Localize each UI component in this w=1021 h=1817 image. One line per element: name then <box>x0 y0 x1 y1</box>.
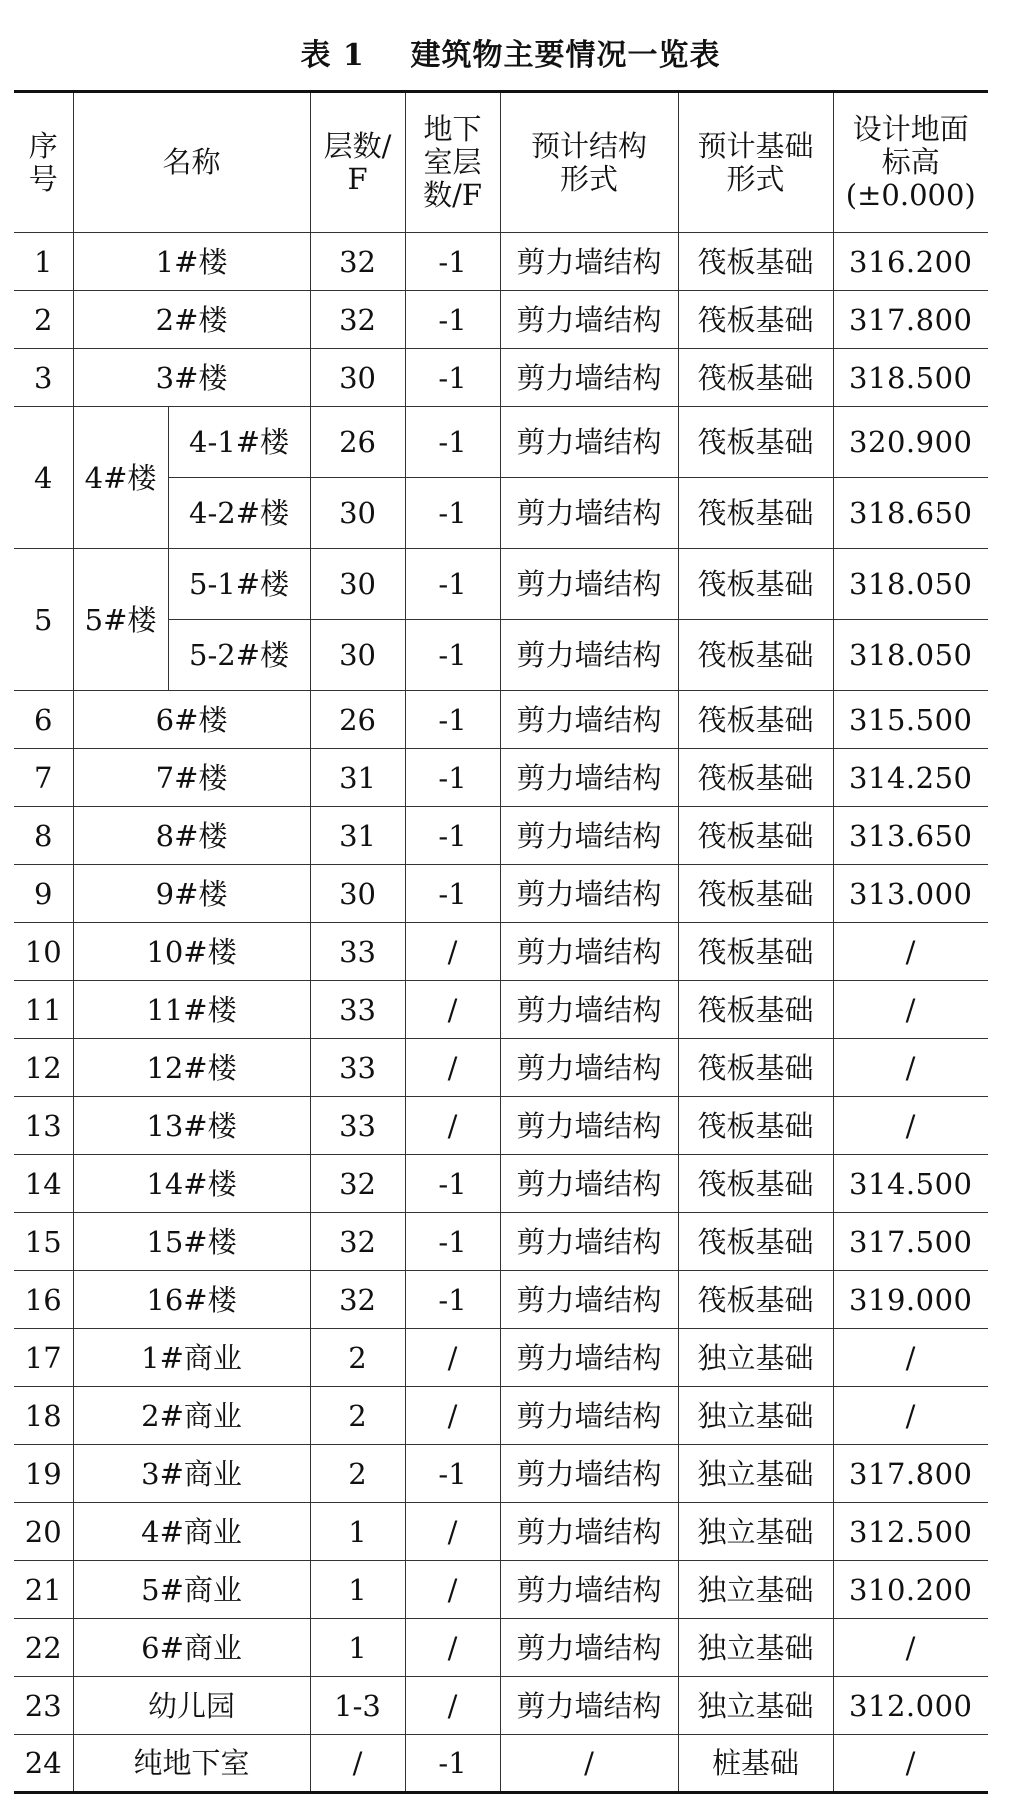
cell-seq: 11 <box>14 981 73 1039</box>
cell-structure: 剪力墙结构 <box>500 291 678 349</box>
cell-basement: -1 <box>405 865 500 923</box>
cell-floors: 32 <box>310 233 405 291</box>
cell-foundation: 独立基础 <box>678 1561 833 1619</box>
cell-elevation: 310.200 <box>833 1561 988 1619</box>
cell-basement: / <box>405 923 500 981</box>
table-row <box>14 981 988 1039</box>
cell-seq: 20 <box>14 1503 73 1561</box>
cell-seq: 17 <box>14 1329 73 1387</box>
cell-name: 6#楼 <box>73 691 310 749</box>
cell-foundation: 筏板基础 <box>678 1213 833 1271</box>
cell-foundation: 筏板基础 <box>678 291 833 349</box>
cell-structure: 剪力墙结构 <box>500 981 678 1039</box>
cell-floors: 32 <box>310 1213 405 1271</box>
table-row <box>14 1677 988 1735</box>
table-row <box>14 1271 988 1329</box>
cell-floors: 26 <box>310 691 405 749</box>
cell-basement: -1 <box>405 807 500 865</box>
cell-foundation: 筏板基础 <box>678 1271 833 1329</box>
header-elevation: 设计地面 标高 (±0.000) <box>833 92 988 233</box>
cell-floors: 33 <box>310 923 405 981</box>
cell-floors: 2 <box>310 1387 405 1445</box>
cell-floors: 33 <box>310 1097 405 1155</box>
cell-structure: 剪力墙结构 <box>500 1387 678 1445</box>
cell-seq: 9 <box>14 865 73 923</box>
cell-foundation: 筏板基础 <box>678 981 833 1039</box>
cell-basement: / <box>405 1619 500 1677</box>
table-row <box>14 1445 988 1503</box>
cell-name: 3#楼 <box>73 349 310 407</box>
cell-name: 纯地下室 <box>73 1735 310 1793</box>
table-row <box>14 1387 988 1445</box>
cell-name: 5#商业 <box>73 1561 310 1619</box>
cell-basement: -1 <box>405 1445 500 1503</box>
table-row <box>14 865 988 923</box>
cell-foundation: 桩基础 <box>678 1735 833 1793</box>
cell-basement: -1 <box>405 620 500 691</box>
table-row <box>14 1155 988 1213</box>
cell-foundation: 筏板基础 <box>678 923 833 981</box>
header-structure: 预计结构 形式 <box>500 92 678 233</box>
table-row <box>14 1619 988 1677</box>
cell-name: 2#商业 <box>73 1387 310 1445</box>
cell-basement: / <box>405 1387 500 1445</box>
table-row <box>14 349 988 407</box>
table-row <box>14 923 988 981</box>
cell-name: 4-2#楼 <box>168 478 310 549</box>
cell-structure: 剪力墙结构 <box>500 1561 678 1619</box>
cell-structure: 剪力墙结构 <box>500 691 678 749</box>
cell-foundation: 筏板基础 <box>678 1155 833 1213</box>
cell-foundation: 独立基础 <box>678 1387 833 1445</box>
cell-foundation: 筏板基础 <box>678 549 833 620</box>
cell-floors: 30 <box>310 349 405 407</box>
cell-basement: / <box>405 981 500 1039</box>
table-row <box>14 1213 988 1271</box>
cell-elevation: 315.500 <box>833 691 988 749</box>
cell-elevation: / <box>833 1329 988 1387</box>
cell-seq: 8 <box>14 807 73 865</box>
cell-foundation: 独立基础 <box>678 1329 833 1387</box>
cell-seq: 19 <box>14 1445 73 1503</box>
cell-basement: / <box>405 1503 500 1561</box>
cell-floors: / <box>310 1735 405 1793</box>
cell-name: 13#楼 <box>73 1097 310 1155</box>
cell-floors: 1 <box>310 1561 405 1619</box>
table-row <box>14 1329 988 1387</box>
cell-foundation: 筏板基础 <box>678 478 833 549</box>
cell-seq: 14 <box>14 1155 73 1213</box>
cell-name: 5-1#楼 <box>168 549 310 620</box>
cell-basement: -1 <box>405 478 500 549</box>
cell-structure: 剪力墙结构 <box>500 233 678 291</box>
table-row <box>14 691 988 749</box>
cell-group-name: 5#楼 <box>73 549 168 691</box>
cell-seq: 24 <box>14 1735 73 1793</box>
cell-structure: 剪力墙结构 <box>500 620 678 691</box>
table-row <box>14 407 988 478</box>
cell-name: 12#楼 <box>73 1039 310 1097</box>
cell-floors: 30 <box>310 865 405 923</box>
cell-structure: 剪力墙结构 <box>500 1213 678 1271</box>
cell-elevation: 316.200 <box>833 233 988 291</box>
cell-basement: -1 <box>405 1155 500 1213</box>
cell-name: 16#楼 <box>73 1271 310 1329</box>
table-row <box>14 1735 988 1793</box>
cell-foundation: 独立基础 <box>678 1619 833 1677</box>
cell-seq: 7 <box>14 749 73 807</box>
cell-elevation: 314.250 <box>833 749 988 807</box>
cell-foundation: 独立基础 <box>678 1677 833 1735</box>
cell-floors: 32 <box>310 1271 405 1329</box>
cell-name: 幼儿园 <box>73 1677 310 1735</box>
cell-seq: 22 <box>14 1619 73 1677</box>
cell-name: 1#商业 <box>73 1329 310 1387</box>
cell-foundation: 独立基础 <box>678 1503 833 1561</box>
cell-elevation: 312.000 <box>833 1677 988 1735</box>
cell-basement: -1 <box>405 233 500 291</box>
cell-basement: -1 <box>405 691 500 749</box>
cell-foundation: 筏板基础 <box>678 1097 833 1155</box>
table-row <box>14 1039 988 1097</box>
cell-foundation: 筏板基础 <box>678 1039 833 1097</box>
cell-foundation: 筏板基础 <box>678 233 833 291</box>
cell-foundation: 独立基础 <box>678 1445 833 1503</box>
cell-floors: 32 <box>310 291 405 349</box>
cell-floors: 2 <box>310 1445 405 1503</box>
cell-foundation: 筏板基础 <box>678 407 833 478</box>
cell-name: 14#楼 <box>73 1155 310 1213</box>
cell-structure: 剪力墙结构 <box>500 407 678 478</box>
cell-floors: 30 <box>310 478 405 549</box>
cell-floors: 32 <box>310 1155 405 1213</box>
cell-floors: 33 <box>310 1039 405 1097</box>
cell-basement: -1 <box>405 1271 500 1329</box>
cell-basement: / <box>405 1329 500 1387</box>
cell-seq: 18 <box>14 1387 73 1445</box>
cell-structure: 剪力墙结构 <box>500 1329 678 1387</box>
cell-name: 4#商业 <box>73 1503 310 1561</box>
cell-basement: -1 <box>405 1213 500 1271</box>
table-row <box>14 233 988 291</box>
cell-structure: / <box>500 1735 678 1793</box>
cell-basement: / <box>405 1039 500 1097</box>
cell-elevation: / <box>833 923 988 981</box>
cell-basement: -1 <box>405 349 500 407</box>
cell-name: 8#楼 <box>73 807 310 865</box>
cell-foundation: 筏板基础 <box>678 807 833 865</box>
cell-elevation: / <box>833 1097 988 1155</box>
cell-structure: 剪力墙结构 <box>500 923 678 981</box>
cell-name: 11#楼 <box>73 981 310 1039</box>
cell-elevation: / <box>833 1039 988 1097</box>
header-name: 名称 <box>73 92 310 233</box>
cell-structure: 剪力墙结构 <box>500 807 678 865</box>
cell-structure: 剪力墙结构 <box>500 1097 678 1155</box>
cell-foundation: 筏板基础 <box>678 865 833 923</box>
cell-basement: / <box>405 1561 500 1619</box>
cell-structure: 剪力墙结构 <box>500 1677 678 1735</box>
cell-floors: 1 <box>310 1503 405 1561</box>
cell-name: 7#楼 <box>73 749 310 807</box>
cell-basement: -1 <box>405 291 500 349</box>
table-row <box>14 1097 988 1155</box>
table-row <box>14 291 988 349</box>
cell-name: 15#楼 <box>73 1213 310 1271</box>
table-row <box>14 1503 988 1561</box>
cell-seq: 5 <box>14 549 73 691</box>
cell-floors: 30 <box>310 620 405 691</box>
cell-name: 2#楼 <box>73 291 310 349</box>
cell-seq: 21 <box>14 1561 73 1619</box>
cell-structure: 剪力墙结构 <box>500 1619 678 1677</box>
table-row <box>14 749 988 807</box>
cell-elevation: 317.800 <box>833 1445 988 1503</box>
header-basement: 地下 室层 数/F <box>405 92 500 233</box>
cell-foundation: 筏板基础 <box>678 349 833 407</box>
cell-structure: 剪力墙结构 <box>500 1445 678 1503</box>
cell-floors: 26 <box>310 407 405 478</box>
cell-basement: / <box>405 1097 500 1155</box>
cell-elevation: 313.000 <box>833 865 988 923</box>
cell-floors: 33 <box>310 981 405 1039</box>
cell-elevation: / <box>833 1735 988 1793</box>
cell-seq: 16 <box>14 1271 73 1329</box>
cell-seq: 3 <box>14 349 73 407</box>
cell-basement: -1 <box>405 407 500 478</box>
cell-elevation: / <box>833 1387 988 1445</box>
header-floors: 层数/ F <box>310 92 405 233</box>
header-foundation: 预计基础 形式 <box>678 92 833 233</box>
cell-seq: 1 <box>14 233 73 291</box>
cell-group-name: 4#楼 <box>73 407 168 549</box>
cell-elevation: 317.800 <box>833 291 988 349</box>
cell-name: 5-2#楼 <box>168 620 310 691</box>
cell-elevation: 320.900 <box>833 407 988 478</box>
cell-elevation: 318.050 <box>833 549 988 620</box>
cell-structure: 剪力墙结构 <box>500 1039 678 1097</box>
cell-basement: / <box>405 1677 500 1735</box>
table-title: 表 1 建筑物主要情况一览表 <box>300 38 721 73</box>
cell-seq: 12 <box>14 1039 73 1097</box>
cell-seq: 6 <box>14 691 73 749</box>
header-seq: 序 号 <box>14 92 73 233</box>
cell-seq: 15 <box>14 1213 73 1271</box>
cell-structure: 剪力墙结构 <box>500 1271 678 1329</box>
cell-name: 4-1#楼 <box>168 407 310 478</box>
cell-foundation: 筏板基础 <box>678 749 833 807</box>
cell-elevation: / <box>833 981 988 1039</box>
cell-elevation: 319.000 <box>833 1271 988 1329</box>
cell-name: 3#商业 <box>73 1445 310 1503</box>
cell-structure: 剪力墙结构 <box>500 749 678 807</box>
table-row <box>14 1561 988 1619</box>
cell-floors: 2 <box>310 1329 405 1387</box>
cell-structure: 剪力墙结构 <box>500 1503 678 1561</box>
cell-elevation: 318.050 <box>833 620 988 691</box>
cell-foundation: 筏板基础 <box>678 620 833 691</box>
cell-floors: 1-3 <box>310 1677 405 1735</box>
cell-basement: -1 <box>405 1735 500 1793</box>
cell-elevation: 318.650 <box>833 478 988 549</box>
cell-seq: 10 <box>14 923 73 981</box>
cell-elevation: 317.500 <box>833 1213 988 1271</box>
cell-name: 9#楼 <box>73 865 310 923</box>
cell-elevation: / <box>833 1619 988 1677</box>
cell-floors: 1 <box>310 1619 405 1677</box>
cell-structure: 剪力墙结构 <box>500 1155 678 1213</box>
cell-basement: -1 <box>405 549 500 620</box>
cell-basement: -1 <box>405 749 500 807</box>
cell-foundation: 筏板基础 <box>678 691 833 749</box>
header-row <box>14 92 988 233</box>
cell-floors: 31 <box>310 807 405 865</box>
cell-floors: 31 <box>310 749 405 807</box>
table-row <box>14 807 988 865</box>
cell-elevation: 318.500 <box>833 349 988 407</box>
cell-elevation: 314.500 <box>833 1155 988 1213</box>
cell-seq: 2 <box>14 291 73 349</box>
cell-elevation: 313.650 <box>833 807 988 865</box>
cell-elevation: 312.500 <box>833 1503 988 1561</box>
cell-structure: 剪力墙结构 <box>500 478 678 549</box>
cell-floors: 30 <box>310 549 405 620</box>
cell-seq: 4 <box>14 407 73 549</box>
cell-seq: 13 <box>14 1097 73 1155</box>
cell-structure: 剪力墙结构 <box>500 865 678 923</box>
cell-name: 10#楼 <box>73 923 310 981</box>
cell-name: 1#楼 <box>73 233 310 291</box>
cell-structure: 剪力墙结构 <box>500 349 678 407</box>
building-table <box>14 90 988 1794</box>
cell-seq: 23 <box>14 1677 73 1735</box>
cell-structure: 剪力墙结构 <box>500 549 678 620</box>
cell-name: 6#商业 <box>73 1619 310 1677</box>
table-row <box>14 549 988 620</box>
